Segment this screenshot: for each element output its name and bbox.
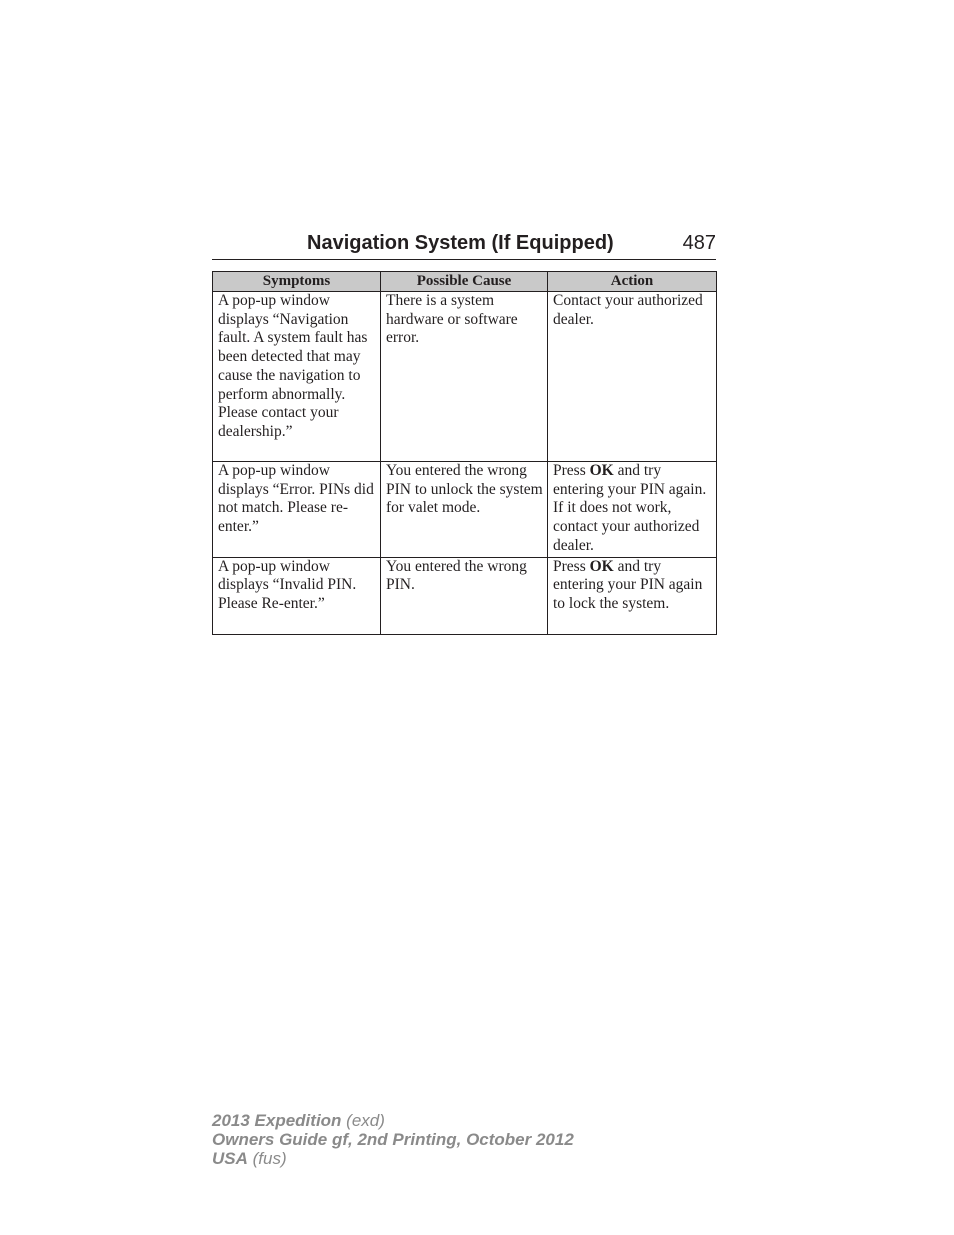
page-number: 487	[682, 232, 716, 254]
symptom-cell: A pop-up window displays “Navigation fault. A system fault has been detected that may cause the navigation to perform abnormally. Please contact your dealership.”	[213, 292, 381, 462]
action-text: Press	[553, 557, 590, 575]
cause-cell: You entered the wrong PIN to unlock the system for valet mode.	[381, 462, 548, 558]
table-header-row	[213, 272, 717, 292]
footer-vehicle-name: 2013 Expedition	[212, 1111, 342, 1130]
page-footer	[212, 1111, 574, 1168]
cause-cell: You entered the wrong PIN.	[381, 557, 548, 634]
action-text: Contact your authorized dealer.	[553, 292, 703, 328]
symptom-cell: A pop-up window displays “Invalid PIN. Please Re-enter.”	[213, 557, 381, 634]
footer-line-edition	[212, 1130, 574, 1149]
footer-market: USA	[212, 1149, 248, 1168]
action-cell	[548, 557, 717, 634]
action-text: Press	[553, 462, 590, 479]
section-title: Navigation System (If Equipped)	[307, 232, 614, 254]
footer-line-vehicle	[212, 1111, 574, 1130]
troubleshooting-table	[212, 271, 717, 635]
footer-market-code: (fus)	[247, 1149, 287, 1168]
cause-cell: There is a system hardware or software error.	[381, 292, 548, 462]
column-header-possible-cause: Possible Cause	[381, 272, 548, 292]
column-header-action: Action	[548, 272, 717, 292]
footer-edition: Owners Guide gf, 2nd Printing, October 2012	[212, 1130, 574, 1149]
ok-button-label: OK	[589, 557, 614, 575]
table-row	[213, 462, 717, 558]
footer-line-market	[212, 1149, 574, 1168]
footer-vehicle-code: (exd)	[341, 1111, 385, 1130]
table-row	[213, 557, 717, 634]
action-text-rest: and try entering your PIN again. If it does not work, contact your authorized dealer.	[553, 462, 707, 554]
symptom-cell: A pop-up window displays “Error. PINs did not match. Please re-enter.”	[213, 462, 381, 558]
action-cell	[548, 462, 717, 558]
ok-button-label: OK	[589, 462, 614, 479]
action-cell	[548, 292, 717, 462]
column-header-symptoms: Symptoms	[213, 272, 381, 292]
page-header	[212, 229, 716, 260]
table-row	[213, 292, 717, 462]
action-text-rest: and try entering your PIN again to lock the system.	[553, 557, 703, 612]
